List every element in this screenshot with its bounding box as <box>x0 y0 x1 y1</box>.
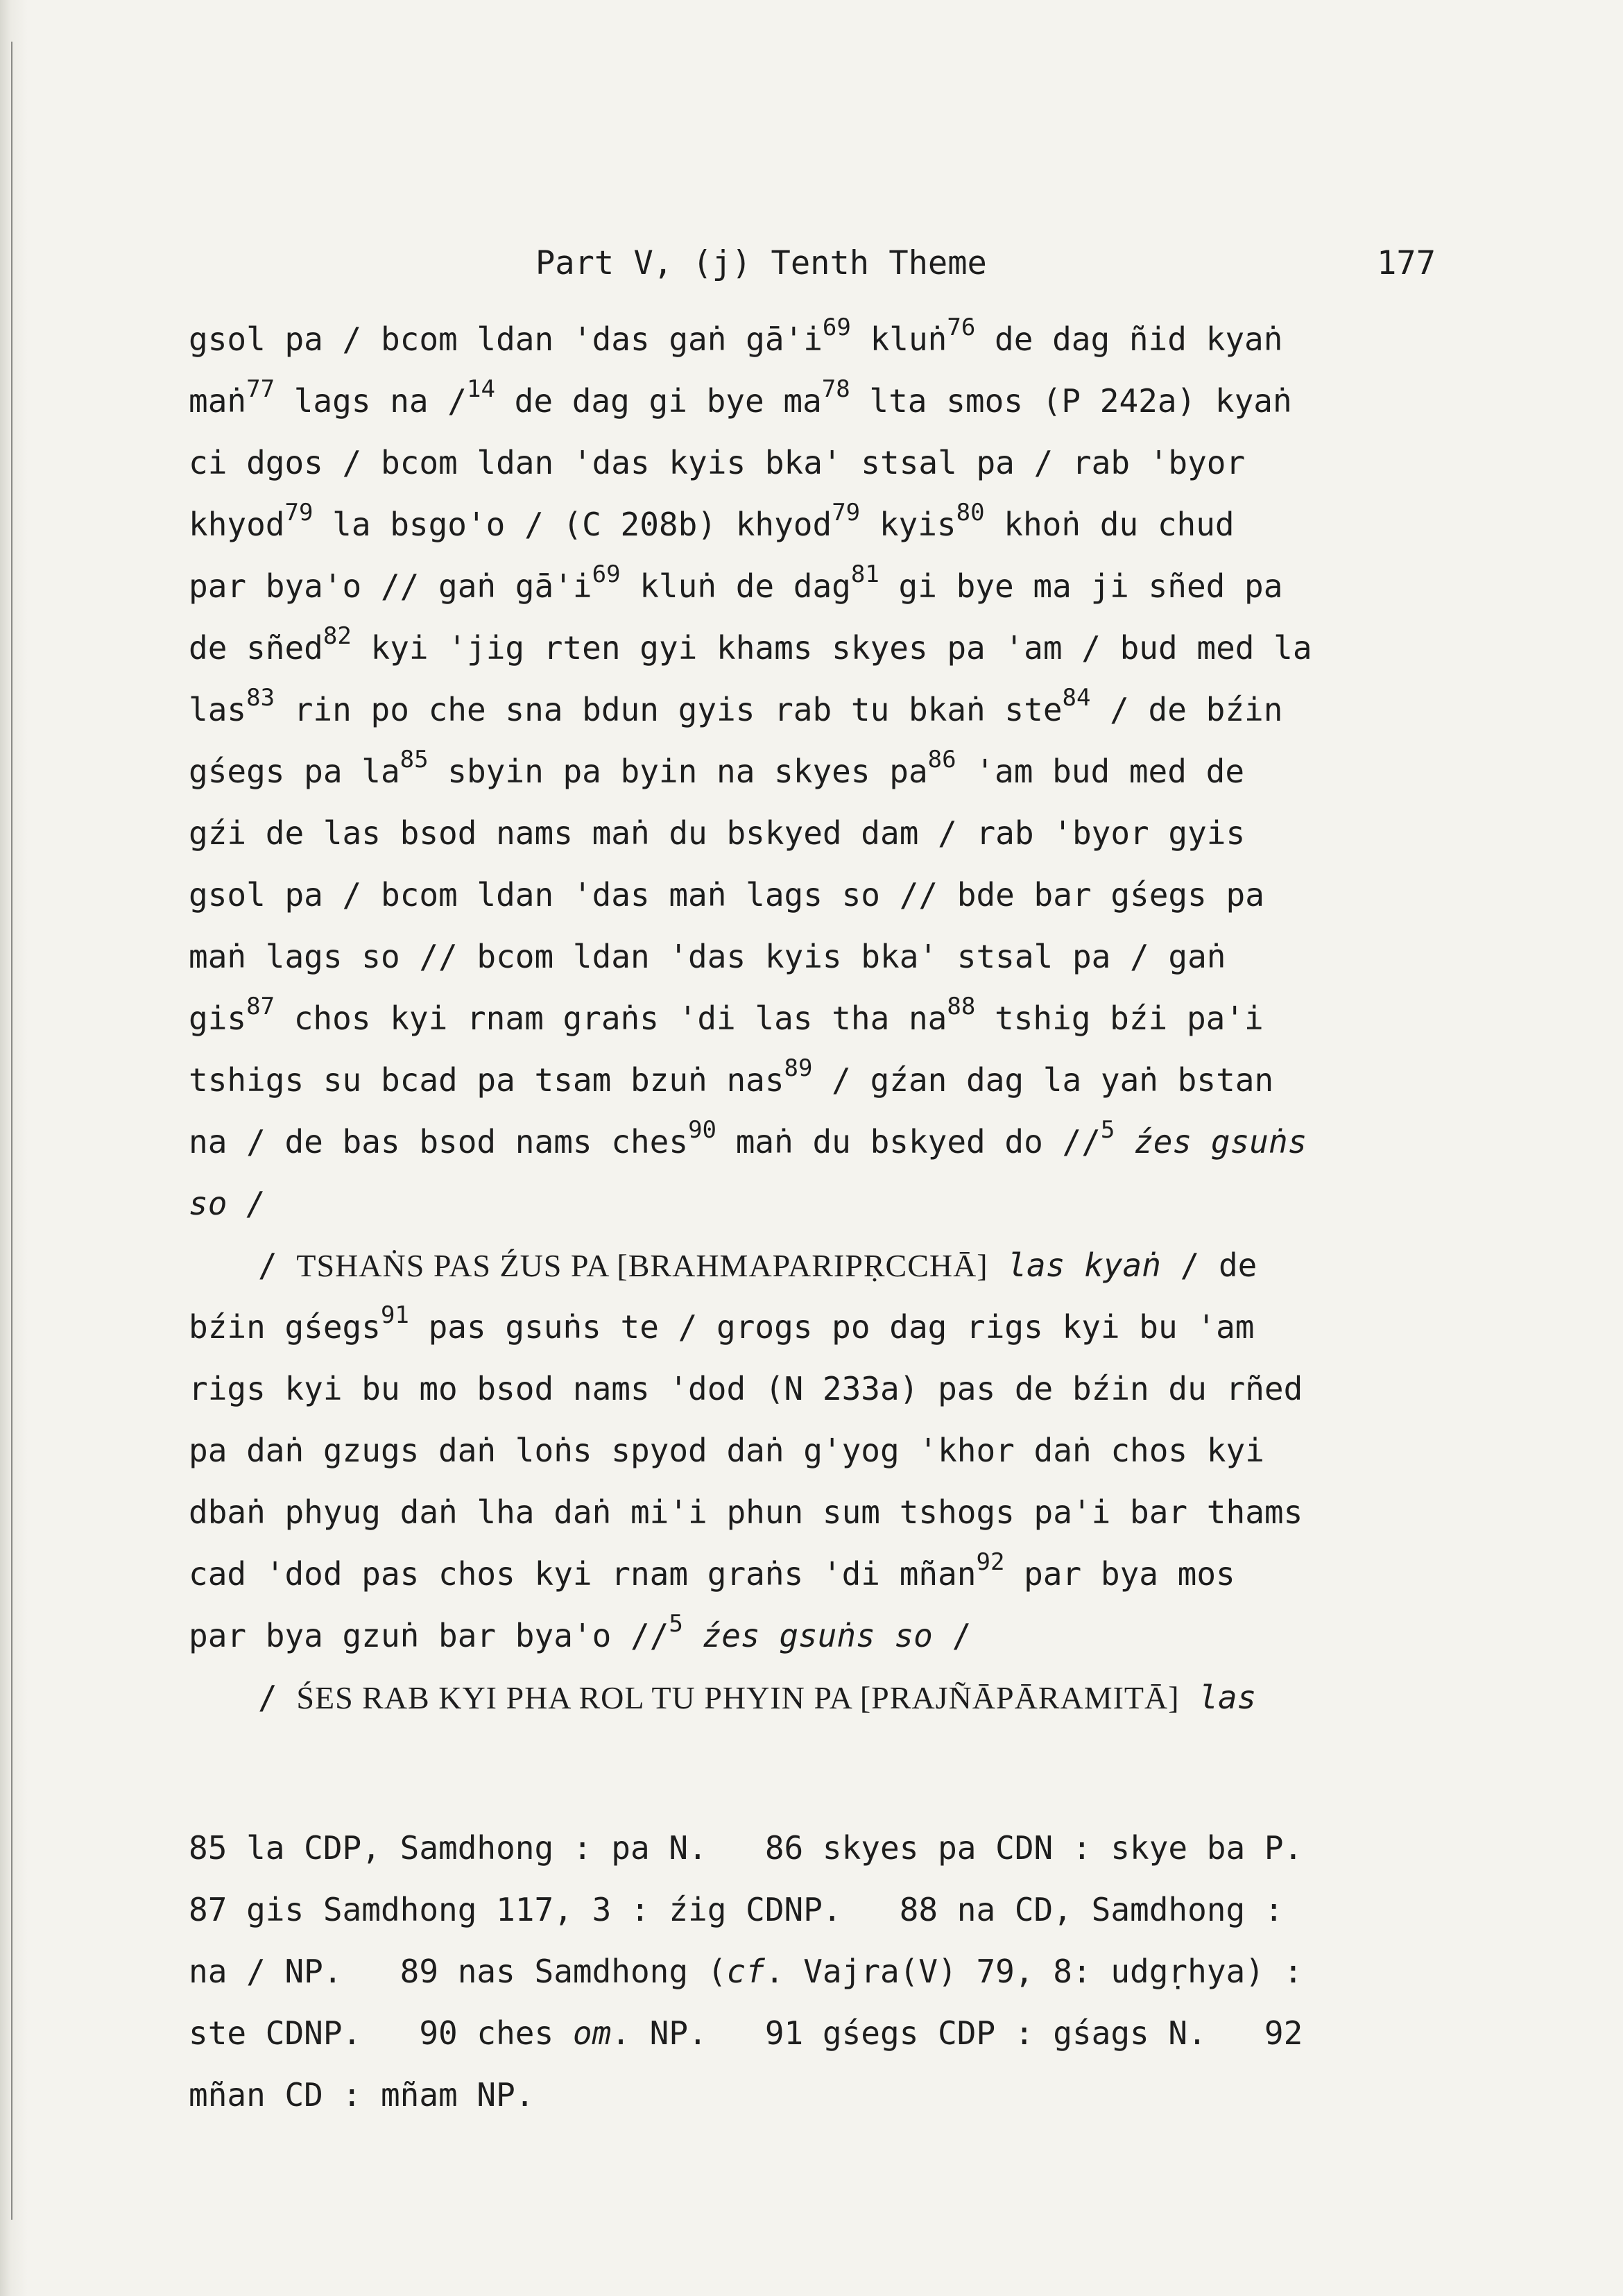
scan-gutter <box>0 0 28 2296</box>
source-title: ŚES RAB KYI PHA ROL TU PHYIN PA [PRAJÑĀPĀRAMITĀ] <box>296 1680 1180 1715</box>
scan-edge-line <box>11 42 12 2220</box>
text-line: cad 'dod pas chos kyi rnam graṅs 'di mñan$^{92}$ par bya mos <box>189 1548 1235 1593</box>
footnote-line: 87 gis Samdhong 117, 3 : źig CDNP. 88 na CD, Samdhong : <box>189 1891 1284 1928</box>
text-line: par bya gzuṅ bar bya'o //$^5$ źes gsuṅs so / <box>189 1609 972 1654</box>
text-line: bźin gśegs$^{91}$ pas gsuṅs te / grogs po dag rigs kyi bu 'am <box>189 1301 1255 1346</box>
text-line: maṅ$^{77}$ lags na /$^{14}$ de dag gi bye $ma^{78}$ lta smos (P 242a) kyaṅ <box>189 375 1292 420</box>
footnotes <box>189 1817 1451 2126</box>
text-line: gsol pa / bcom ldan 'das maṅ lags so // bde bar gśegs pa <box>189 876 1264 914</box>
main-text <box>189 309 1451 1729</box>
text-line: khyod$^{79}$ la bsgo'o / (C 208b) khyod$^{79}$ kyis$^{80}$ khoṅ du chud <box>189 498 1235 543</box>
text-line: gsol pa / bcom ldan 'das gaṅ $gā'i^{69}$ kluṅ$^{76}$ de dag ñid kyaṅ <box>189 313 1283 358</box>
footnote-line: 85 la CDP, Samdhong : pa N. 86 skyes pa CDN : skye ba P. <box>189 1829 1303 1867</box>
text-line: dbaṅ phyug daṅ lha daṅ mi'i phun sum tshogs pa'i bar thams <box>189 1493 1303 1531</box>
text-line: maṅ lags so // bcom ldan 'das kyis bka' stsal pa / gaṅ <box>189 938 1226 975</box>
text-line: gźi de las bsod nams maṅ du bskyed dam / rab 'byor gyis <box>189 814 1246 852</box>
page-number: 177 <box>1377 244 1436 282</box>
footnote-line: na / NP. 89 nas Samdhong (cf. Vajra(V) 79, 8: udgṛhya) : <box>189 1953 1303 1990</box>
source-title: TSHAṄS PAS ŹUS PA [BRAHMAPARIPṚCCHĀ] <box>296 1248 988 1283</box>
header-title: Part V, (j) Tenth Theme <box>535 244 987 282</box>
text-line: de sñed$^{82}$ kyi 'jig rten gyi khams skyes pa 'am / bud med la <box>189 622 1312 667</box>
text-line: so / <box>189 1185 266 1222</box>
text-line: par bya'o // gaṅ $gā'i^{69}$ kluṅ de dag$^{81}$ gi bye ma ji sñed pa <box>189 560 1283 605</box>
text-line: / TSHAṄS PAS ŹUS PA [BRAHMAPARIPṚCCHĀ] las kyaṅ / de <box>258 1246 1257 1284</box>
text-line: ci dgos / bcom ldan 'das kyis bka' stsal pa / rab 'byor <box>189 444 1246 481</box>
running-header <box>189 236 1436 291</box>
text-line: las$^{83}$ rin po che sna bdun gyis rab tu bkaṅ ste$^{84}$ / de bźin <box>189 683 1283 728</box>
footnote-line: ste CDNP. 90 ches om. NP. 91 gśegs CDP : gśags N. 92 <box>189 2014 1303 2052</box>
text-line: / ŚES RAB KYI PHA ROL TU PHYIN PA [PRAJÑĀPĀRAMITĀ] las <box>258 1679 1257 1716</box>
text-line: pa daṅ gzugs daṅ loṅs spyod daṅ g'yog 'khor daṅ chos kyi <box>189 1432 1264 1469</box>
text-line: gśegs pa $la^{85}$ sbyin pa byin na skyes $pa^{86}$ 'am bud med de <box>189 745 1245 790</box>
text-line: rigs kyi bu mo bsod nams 'dod (N 233a) pas de bźin du rñed <box>189 1370 1303 1407</box>
footnote-line: mñan CD : mñam NP. <box>189 2076 535 2114</box>
text-line: gis$^{87}$ chos kyi rnam graṅs 'di las tha $na^{88}$ tshig bźi pa'i <box>189 992 1264 1037</box>
text-line: na / de bas bsod nams ches$^{90}$ maṅ du bskyed do //$^5$ źes gsuṅs <box>189 1115 1307 1160</box>
text-line: tshigs su bcad pa tsam bzuṅ nas$^{89}$ / gźan dag la yaṅ bstan <box>189 1054 1274 1099</box>
